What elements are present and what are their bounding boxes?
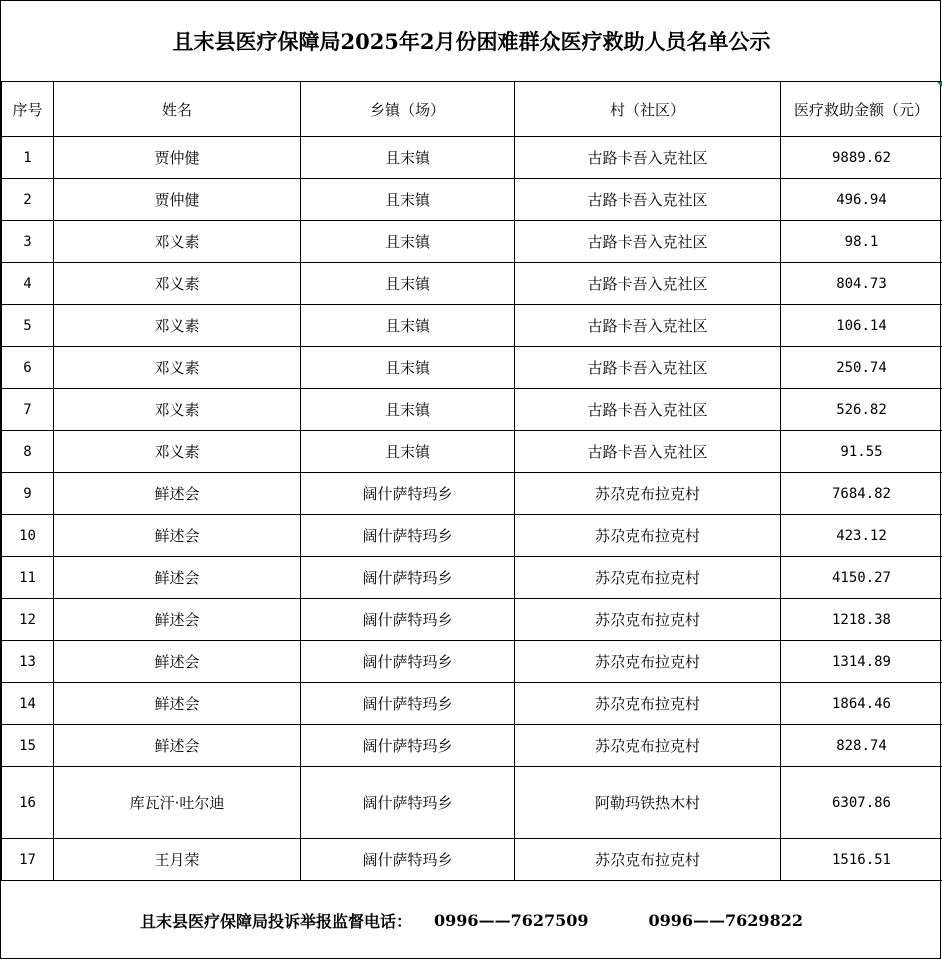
row-aid-amount: 106.14: [781, 305, 942, 347]
row-serial-number: 11: [2, 557, 54, 599]
row-aid-amount: 1218.38: [781, 599, 942, 641]
row-name: 鲜述会: [54, 557, 301, 599]
row-township: 阔什萨特玛乡: [301, 473, 515, 515]
row-village: 古路卡吾入克社区: [515, 305, 781, 347]
row-aid-amount: 4150.27: [781, 557, 942, 599]
table-row: [2, 389, 942, 431]
table-row: [2, 641, 942, 683]
row-village: 苏尕克布拉克村: [515, 683, 781, 725]
row-aid-amount: 526.82: [781, 389, 942, 431]
row-township: 且末镇: [301, 305, 515, 347]
row-village: 古路卡吾入克社区: [515, 431, 781, 473]
aid-recipient-table: [1, 81, 942, 881]
row-name: 邓义素: [54, 221, 301, 263]
row-village: 苏尕克布拉克村: [515, 641, 781, 683]
row-serial-number: 14: [2, 683, 54, 725]
row-township: 阔什萨特玛乡: [301, 725, 515, 767]
row-township: 阔什萨特玛乡: [301, 839, 515, 881]
row-serial-number: 7: [2, 389, 54, 431]
header-serial-number: 序号: [2, 82, 54, 137]
table-row: [2, 683, 942, 725]
row-serial-number: 8: [2, 431, 54, 473]
row-serial-number: 10: [2, 515, 54, 557]
cell-comment-indicator: [937, 82, 942, 87]
header-village: 村（社区）: [515, 82, 781, 137]
row-serial-number: 5: [2, 305, 54, 347]
complaint-hotline-footer: [1, 881, 942, 960]
row-aid-amount: 91.55: [781, 431, 942, 473]
row-serial-number: 13: [2, 641, 54, 683]
footer-phone-2: 0996——7629822: [648, 911, 803, 930]
row-village: 古路卡吾入克社区: [515, 263, 781, 305]
row-aid-amount: 804.73: [781, 263, 942, 305]
row-serial-number: 1: [2, 137, 54, 179]
row-name: 邓义素: [54, 347, 301, 389]
row-name: 邓义素: [54, 263, 301, 305]
row-village: 苏尕克布拉克村: [515, 599, 781, 641]
row-village: 阿勒玛铁热木村: [515, 767, 781, 839]
row-aid-amount: 1314.89: [781, 641, 942, 683]
row-township: 且末镇: [301, 221, 515, 263]
row-township: 且末镇: [301, 137, 515, 179]
row-name: 邓义素: [54, 431, 301, 473]
row-serial-number: 12: [2, 599, 54, 641]
row-name: 贾仲健: [54, 179, 301, 221]
row-aid-amount: 98.1: [781, 221, 942, 263]
row-name: 鲜述会: [54, 683, 301, 725]
row-village: 古路卡吾入克社区: [515, 137, 781, 179]
header-aid-amount: 医疗救助金额（元）: [781, 82, 942, 137]
table-row: [2, 473, 942, 515]
row-township: 阔什萨特玛乡: [301, 515, 515, 557]
table-row: [2, 767, 942, 839]
row-serial-number: 16: [2, 767, 54, 839]
row-village: 苏尕克布拉克村: [515, 515, 781, 557]
row-name: 鲜述会: [54, 515, 301, 557]
table-row: [2, 263, 942, 305]
row-aid-amount: 423.12: [781, 515, 942, 557]
table-row: [2, 179, 942, 221]
row-aid-amount: 496.94: [781, 179, 942, 221]
header-township: 乡镇（场）: [301, 82, 515, 137]
row-village: 古路卡吾入克社区: [515, 221, 781, 263]
table-row: [2, 347, 942, 389]
table-row: [2, 725, 942, 767]
row-village: 苏尕克布拉克村: [515, 725, 781, 767]
row-name: 库瓦汗·吐尔迪: [54, 767, 301, 839]
row-name: 贾仲健: [54, 137, 301, 179]
table-row: [2, 557, 942, 599]
row-name: 鲜述会: [54, 725, 301, 767]
row-serial-number: 15: [2, 725, 54, 767]
row-name: 鲜述会: [54, 641, 301, 683]
row-aid-amount: 7684.82: [781, 473, 942, 515]
row-aid-amount: 1864.46: [781, 683, 942, 725]
row-aid-amount: 9889.62: [781, 137, 942, 179]
table-row: [2, 599, 942, 641]
row-village: 古路卡吾入克社区: [515, 179, 781, 221]
footer-label: 且末县医疗保障局投诉举报监督电话：: [140, 912, 413, 931]
row-township: 阔什萨特玛乡: [301, 599, 515, 641]
row-aid-amount: 6307.86: [781, 767, 942, 839]
table-row: [2, 221, 942, 263]
row-serial-number: 9: [2, 473, 54, 515]
row-township: 且末镇: [301, 389, 515, 431]
row-township: 阔什萨特玛乡: [301, 557, 515, 599]
row-aid-amount: 250.74: [781, 347, 942, 389]
row-village: 苏尕克布拉克村: [515, 839, 781, 881]
row-serial-number: 3: [2, 221, 54, 263]
row-serial-number: 2: [2, 179, 54, 221]
row-aid-amount: 828.74: [781, 725, 942, 767]
row-township: 且末镇: [301, 431, 515, 473]
row-serial-number: 17: [2, 839, 54, 881]
row-serial-number: 4: [2, 263, 54, 305]
document-title: 且末县医疗保障局2025年2月份困难群众医疗救助人员名单公示: [172, 29, 771, 54]
table-body: [2, 137, 942, 881]
row-name: 邓义素: [54, 389, 301, 431]
table-row: [2, 137, 942, 179]
row-name: 邓义素: [54, 305, 301, 347]
table-row: [2, 431, 942, 473]
table-row: [2, 515, 942, 557]
row-township: 且末镇: [301, 179, 515, 221]
row-township: 阔什萨特玛乡: [301, 767, 515, 839]
row-aid-amount: 1516.51: [781, 839, 942, 881]
row-township: 且末镇: [301, 347, 515, 389]
table-row: [2, 305, 942, 347]
row-village: 苏尕克布拉克村: [515, 557, 781, 599]
row-name: 鲜述会: [54, 473, 301, 515]
row-village: 苏尕克布拉克村: [515, 473, 781, 515]
row-township: 且末镇: [301, 263, 515, 305]
row-township: 阔什萨特玛乡: [301, 641, 515, 683]
row-village: 古路卡吾入克社区: [515, 389, 781, 431]
row-township: 阔什萨特玛乡: [301, 683, 515, 725]
row-village: 古路卡吾入克社区: [515, 347, 781, 389]
table-row: [2, 839, 942, 881]
row-serial-number: 6: [2, 347, 54, 389]
row-name: 王月荣: [54, 839, 301, 881]
footer-phone-1: 0996——7627509: [434, 911, 589, 930]
header-name: 姓名: [54, 82, 301, 137]
row-name: 鲜述会: [54, 599, 301, 641]
table-header-row: [2, 82, 942, 137]
